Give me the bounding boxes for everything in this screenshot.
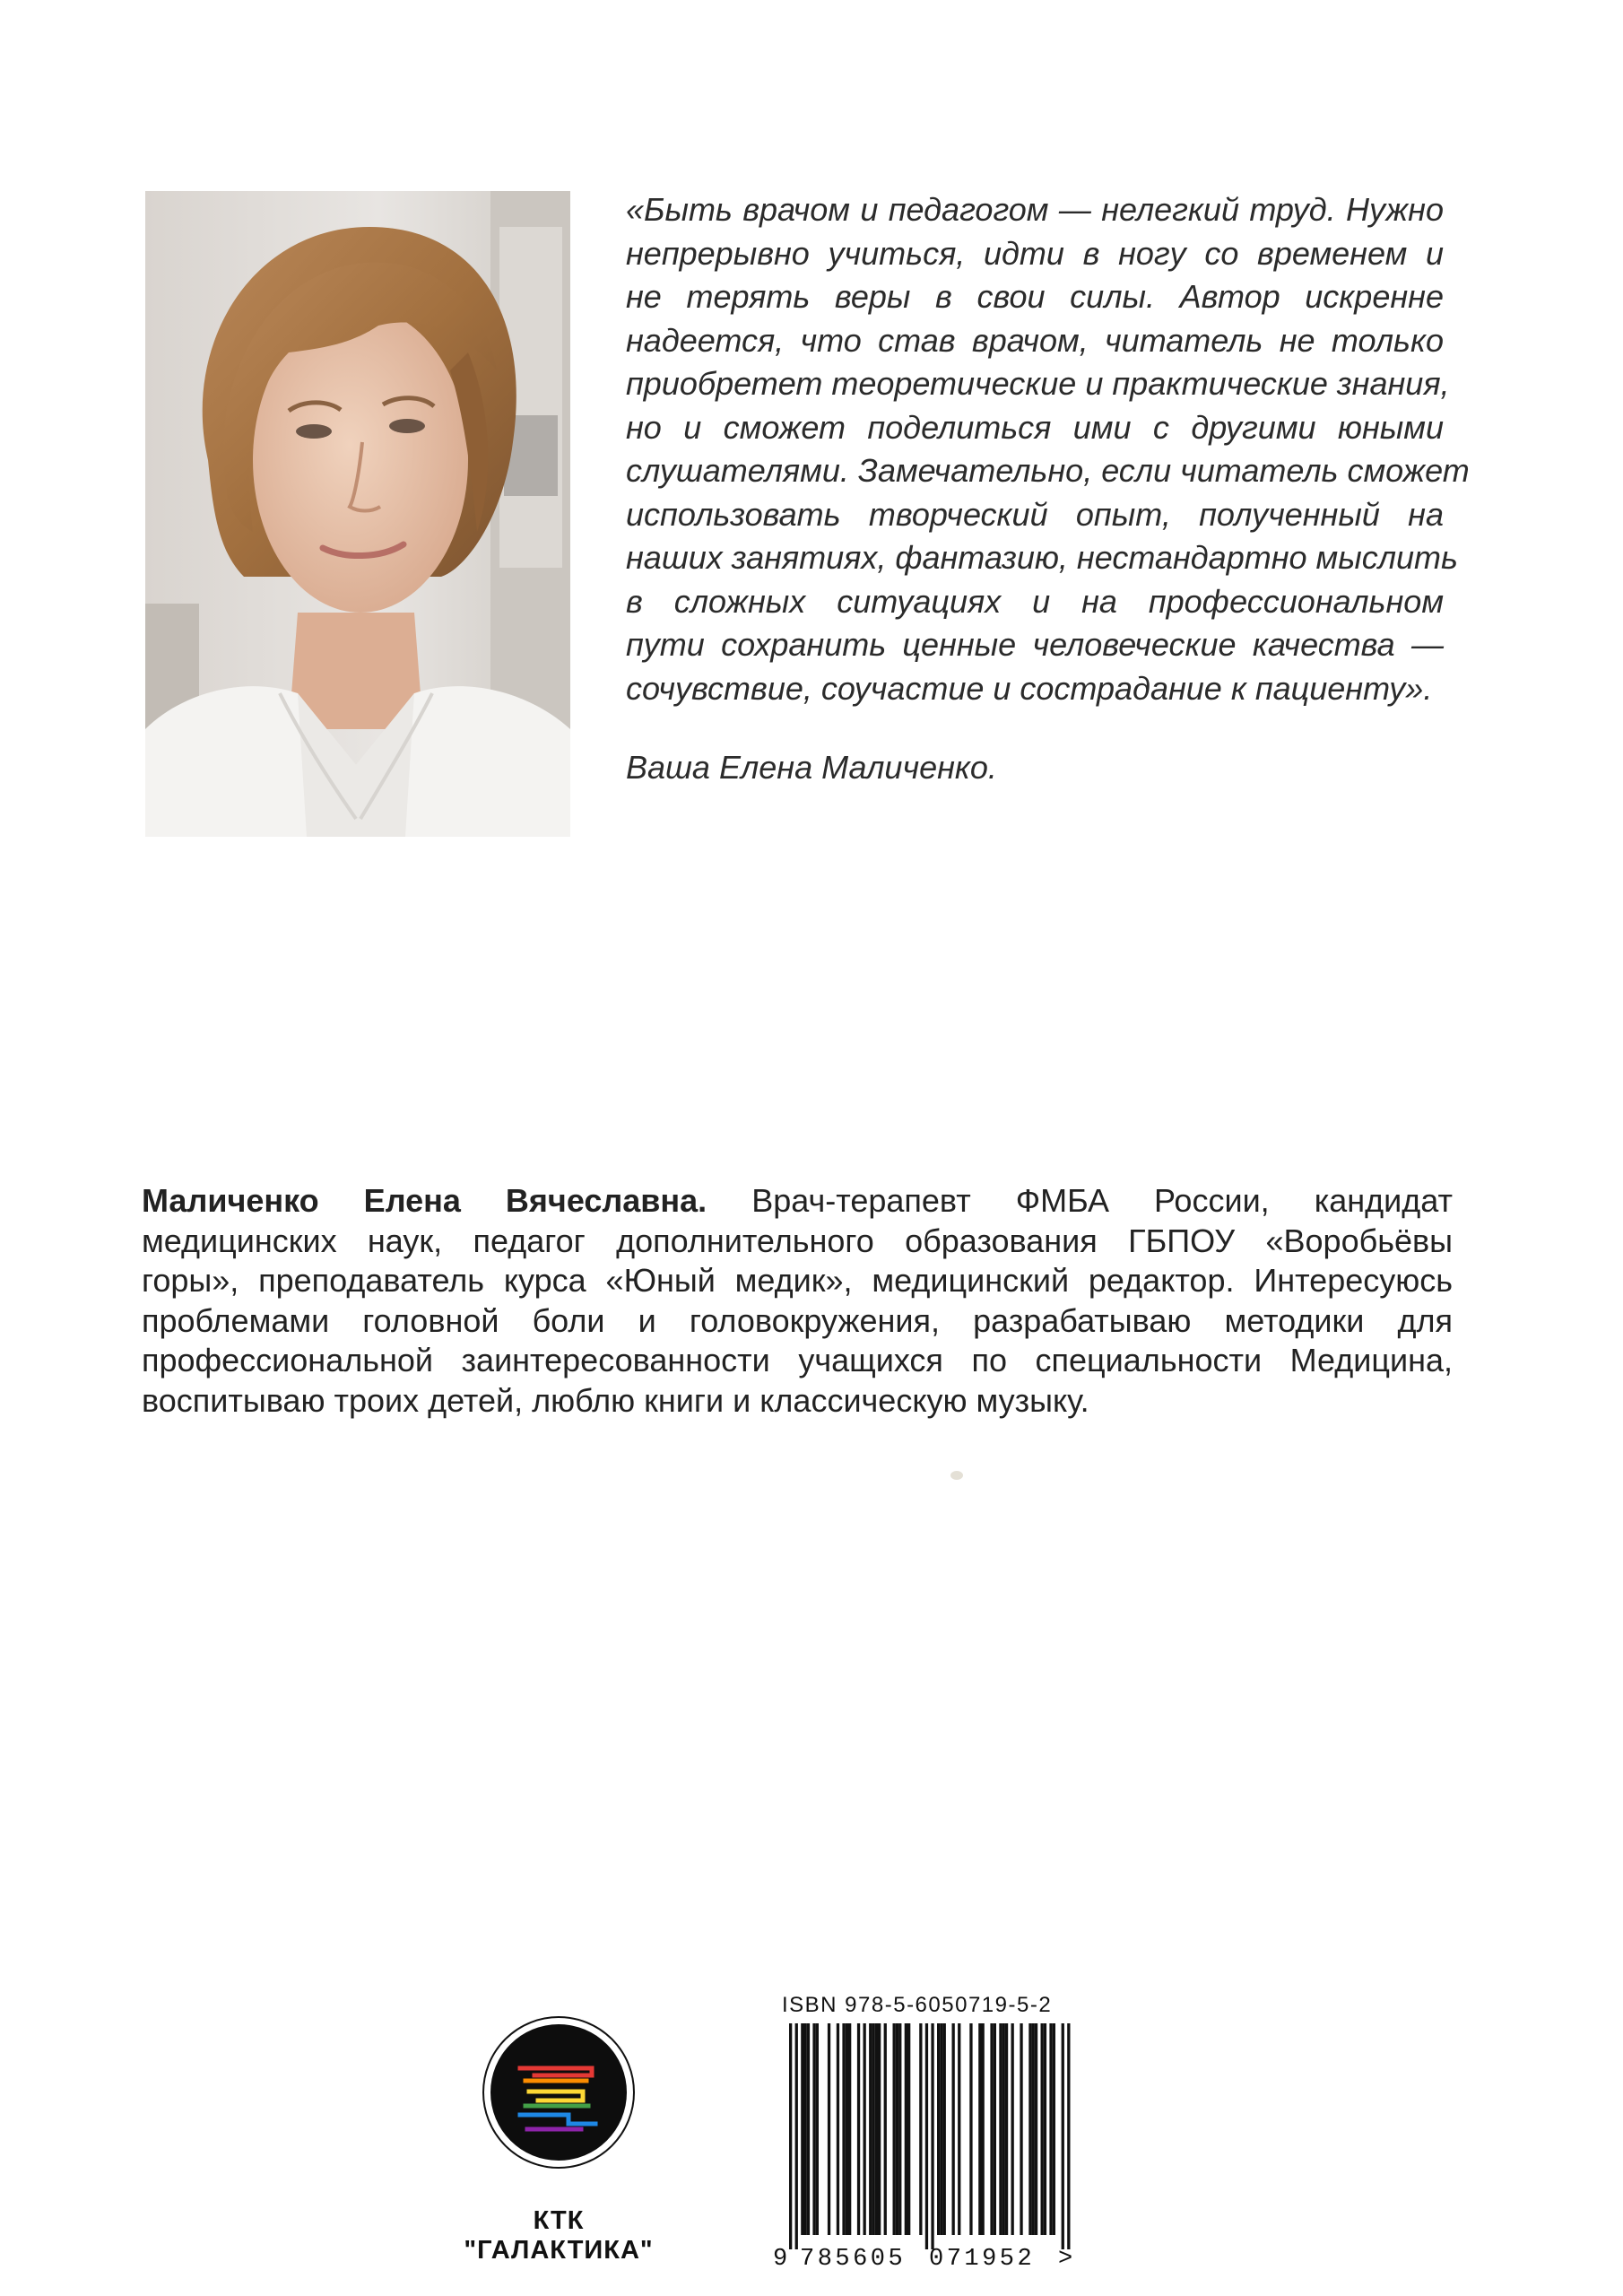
barcode-bar	[801, 2023, 803, 2235]
quote-signature: Ваша Елена Маличенко.	[626, 749, 997, 786]
quote-line: непрерывно учиться, идти в ногу со временем и	[626, 234, 1444, 272]
quote-line: слушателями. Замечательно, если читатель сможет	[626, 452, 1470, 489]
barcode-bar	[842, 2023, 845, 2235]
author-photo	[145, 191, 570, 837]
barcode-bar	[905, 2023, 907, 2235]
barcode-digits-left: 785605	[800, 2246, 907, 2273]
barcode-bar	[828, 2023, 830, 2235]
barcode-bar	[1067, 2023, 1070, 2249]
barcode-bar	[994, 2023, 996, 2235]
bio-line: проблемами головной боли и головокружения, разрабатываю методики для	[142, 1301, 1453, 1339]
barcode-bar	[878, 2023, 881, 2235]
barcode-bar	[1035, 2023, 1037, 2235]
barcode-bar	[795, 2023, 798, 2249]
bio-line: горы», преподаватель курса «Юный медик», медицинский редактор. Интересуюсь	[142, 1262, 1453, 1299]
quote-line: приобретет теоретические и практические знания,	[626, 365, 1450, 402]
barcode-bar	[1011, 2023, 1014, 2235]
barcode-bar	[952, 2023, 955, 2235]
barcode-bar	[816, 2023, 819, 2235]
quote-line: но и сможет поделиться ими с другими юными	[626, 408, 1444, 446]
barcode-bar	[864, 2023, 866, 2235]
barcode-digits-right: 071952	[929, 2246, 1036, 2273]
quote-line: надеется, что став врачом, читатель не только	[626, 321, 1444, 359]
publisher-logo	[482, 2016, 635, 2169]
barcode-bar	[837, 2023, 839, 2235]
barcode-bar	[969, 2023, 972, 2235]
barcode-bar	[898, 2023, 901, 2235]
barcode-bar	[940, 2023, 942, 2235]
barcode-bar	[1049, 2023, 1052, 2235]
bio-first-line: Врач-терапевт ФМБА России, кандидат	[751, 1182, 1453, 1219]
barcode-bar	[931, 2023, 933, 2249]
barcode-bar	[1020, 2023, 1022, 2235]
quote-line: не терять веры в свои силы. Автор искренне	[626, 278, 1444, 315]
barcode-bar	[958, 2023, 960, 2235]
barcode-bar	[875, 2023, 878, 2235]
barcode-bar	[807, 2023, 810, 2235]
quote-line: использовать творческий опыт, полученный на	[626, 495, 1444, 533]
barcode-digit-first: 9	[773, 2246, 788, 2273]
barcode-bar	[846, 2023, 848, 2235]
barcode-bar	[893, 2023, 896, 2235]
barcode-bar	[999, 2023, 1002, 2235]
barcode-bar	[857, 2023, 860, 2235]
author-bio	[142, 1181, 1453, 1421]
barcode-bar	[812, 2023, 815, 2235]
quote-line: наших занятиях, фантазию, нестандартно мыслить	[626, 539, 1458, 576]
barcode-bar	[869, 2023, 872, 2235]
publisher-name: КТК "ГАЛАКТИКА"	[464, 2206, 654, 2265]
barcode-bar	[1053, 2023, 1055, 2235]
barcode-bar	[943, 2023, 946, 2235]
isbn-barcode	[773, 2023, 1087, 2249]
barcode-bar	[1041, 2023, 1044, 2235]
barcode-bar	[907, 2023, 910, 2235]
bio-line: медицинских наук, педагог дополнительного образования ГБПОУ «Воробьёвы	[142, 1222, 1453, 1259]
bio-line	[142, 1181, 1453, 1222]
barcode-bar	[1002, 2023, 1005, 2235]
barcode-bar	[1062, 2023, 1064, 2249]
bio-line: профессиональной заинтересованности учащихся по специальности Медицина,	[142, 1342, 1453, 1378]
quote-line: сочувствие, соучастие и сострадание к пациенту».	[626, 669, 1433, 707]
barcode-bar	[919, 2023, 922, 2235]
barcode-bar	[982, 2023, 985, 2235]
author-quote	[626, 188, 1470, 710]
quote-line: пути сохранить ценные человеческие качества —	[626, 626, 1444, 663]
barcode-bar	[1032, 2023, 1035, 2235]
quote-line: «Быть врачом и педагогом — нелегкий труд. Нужно	[626, 191, 1444, 228]
barcode-arrow: >	[1058, 2246, 1073, 2273]
barcode-bar	[896, 2023, 898, 2235]
barcode-bar	[925, 2023, 928, 2249]
barcode-bar	[848, 2023, 851, 2235]
barcode-bar	[937, 2023, 940, 2235]
barcode-bar	[872, 2023, 874, 2235]
barcode-bar	[804, 2023, 807, 2235]
barcode-bar	[789, 2023, 792, 2249]
author-name: Маличенко Елена Вячеславна.	[142, 1182, 707, 1219]
barcode-bar	[978, 2023, 981, 2235]
paper-speck	[950, 1471, 963, 1480]
bio-line: воспитываю троих детей, люблю книги и классическую музыку.	[142, 1381, 1089, 1419]
barcode-bar	[884, 2023, 887, 2235]
quote-line: в сложных ситуациях и на профессиональном	[626, 582, 1444, 620]
barcode-bar	[990, 2023, 993, 2235]
isbn-label: ISBN 978-5-6050719-5-2	[782, 1993, 1053, 2017]
barcode-bar	[1028, 2023, 1031, 2235]
barcode-bar	[1044, 2023, 1046, 2235]
barcode-bar	[1005, 2023, 1008, 2235]
